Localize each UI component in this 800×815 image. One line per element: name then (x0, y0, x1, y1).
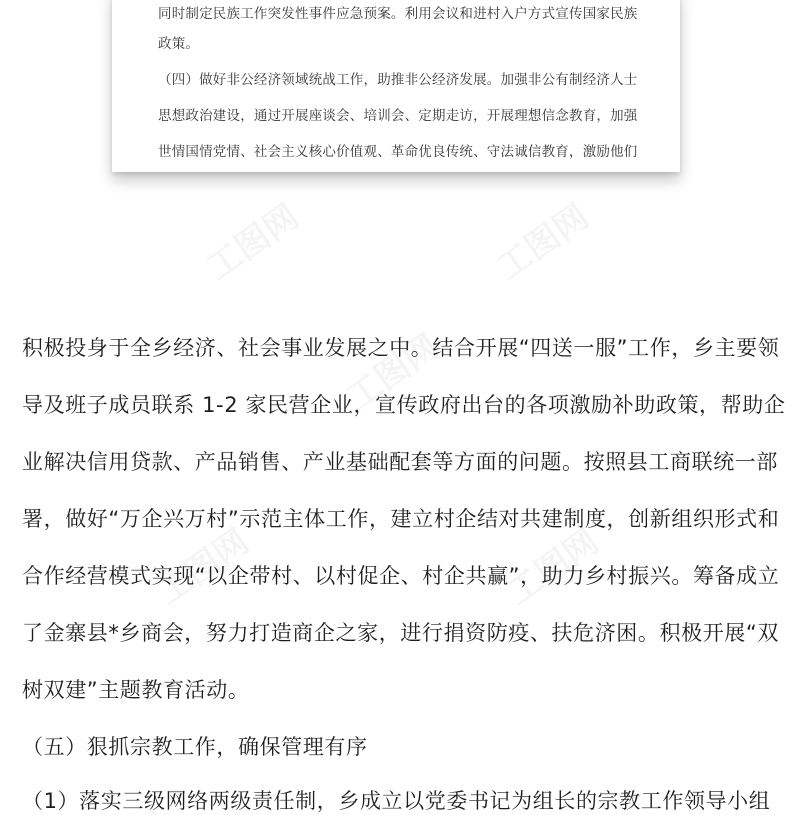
body-text-line: 署，做好“万企兴万村”示范主体工作，建立村企结对共建制度，创新组织形式和 (22, 507, 780, 531)
card-text-line: 政策。 (158, 36, 200, 52)
body-text-line: 业解决信用贷款、产品销售、产业基础配套等方面的问题。按照县工商联统一部 (22, 450, 778, 474)
watermark (485, 190, 597, 289)
watermark (195, 190, 307, 289)
card-text-line: 同时制定民族工作突发性事件应急预案。利用会议和进村入户方式宣传国家民族 (158, 6, 638, 22)
document-preview-card (112, 0, 680, 172)
card-text-line: 世情国情党情、社会主义核心价值观、革命优良传统、守法诚信教育，激励他们 (158, 144, 638, 160)
body-text-line: 树双建”主题教育活动。 (22, 678, 250, 702)
body-text-line: 积极投身于全乡经济、社会事业发展之中。结合开展“四送一服”工作，乡主要领 (22, 336, 780, 360)
body-text-line: 导及班子成员联系 1-2 家民营企业，宣传政府出台的各项激励补助政策，帮助企 (22, 393, 786, 417)
body-text-line: 合作经营模式实现“以企带村、以村促企、村企共赢”，助力乡村振兴。筹备成立 (22, 564, 780, 588)
section-heading: （五）狠抓宗教工作，确保管理有序 (22, 735, 368, 759)
card-text-line: （四）做好非公经济领域统战工作，助推非公经济发展。加强非公有制经济人士 (158, 72, 638, 88)
body-text-line: 了金寨县*乡商会，努力打造商企之家，进行捐资防疫、扶危济困。积极开展“双 (22, 621, 779, 645)
body-text-line: （1）落实三级网络两级责任制，乡成立以党委书记为组长的宗教工作领导小组 (22, 789, 771, 813)
card-text-line: 思想政治建设，通过开展座谈会、培训会、定期走访，开展理想信念教育，加强 (158, 108, 638, 124)
